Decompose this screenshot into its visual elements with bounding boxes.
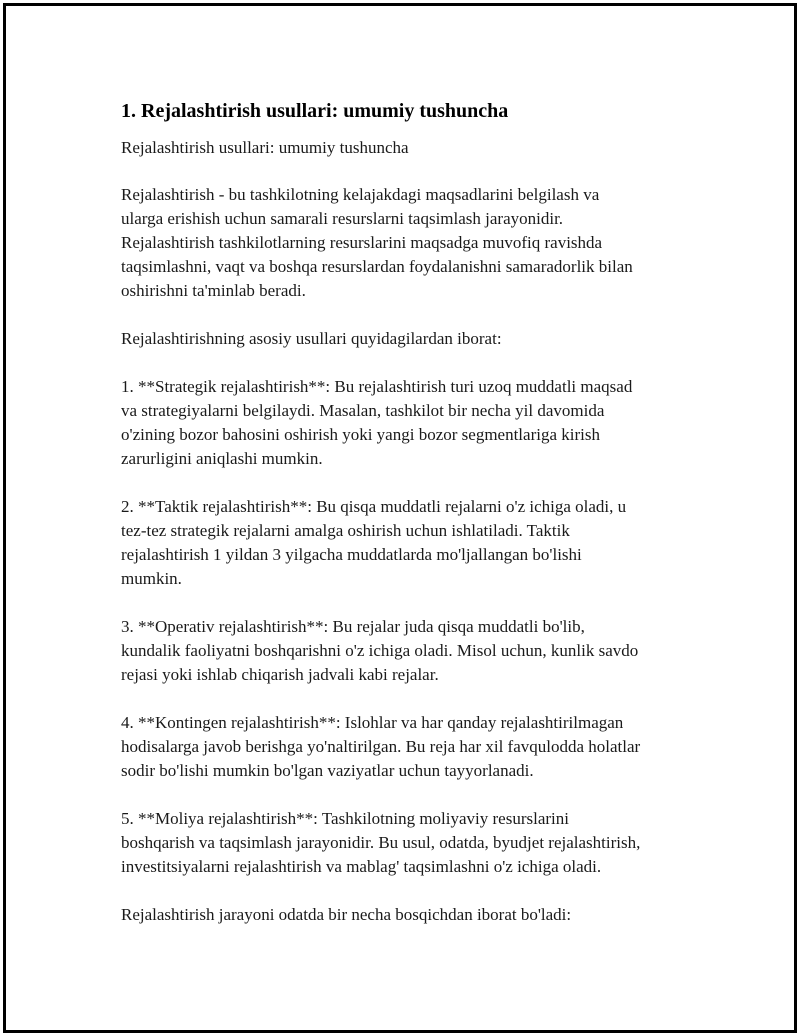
section-heading: 1. Rejalashtirish usullari: umumiy tushuncha: [121, 100, 509, 122]
paragraph-method-contingency: 4. **Kontingen rejalashtirish**: Islohlar va har qanday rejalashtirilmagan hodisalarga javob berishga yo'naltirilgan. Bu reja har xil favqulodda holatlar sodir bo'lishi mumkin bo'lgan vaziyatlar uchun tayyorlanadi.: [121, 713, 641, 780]
document-body: [121, 98, 701, 951]
paragraph-definition: Rejalashtirish - bu tashkilotning kelajakdagi maqsadlarini belgilash va ularga erishish uchun samarali resurslarni taqsimlash jarayonidir. Rejalashtirish tashkilotlarning resurslarini maqsadga muvofiq ravishda taqsimlashni, vaqt va boshqa resurslardan foydalanishni samaradorlik bilan oshirishni ta'minlab beradi.: [121, 185, 633, 300]
paragraph-method-operative: 3. **Operativ rejalashtirish**: Bu rejalar juda qisqa muddatli bo'lib, kundalik faoliyatni boshqarishni o'z ichiga oladi. Misol uchun, kunlik savdo rejasi yoki ishlab chiqarish jadvali kabi rejalar.: [121, 617, 639, 684]
paragraph-method-tactical: 2. **Taktik rejalashtirish**: Bu qisqa muddatli rejalarni o'z ichiga oladi, u tez-tez strategik rejalarni amalga oshirish uchun ishlatiladi. Taktik rejalashtirish 1 yildan 3 yilgacha muddatlarda mo'ljallangan bo'lishi mumkin.: [121, 497, 627, 588]
paragraph-subtitle: Rejalashtirish usullari: umumiy tushuncha: [121, 138, 409, 157]
document-page: [3, 3, 797, 1033]
paragraph-process-intro: Rejalashtirish jarayoni odatda bir necha bosqichdan iborat bo'ladi:: [121, 905, 572, 924]
paragraph-methods-intro: Rejalashtirishning asosiy usullari quyidagilardan iborat:: [121, 329, 502, 348]
paragraph-method-finance: 5. **Moliya rejalashtirish**: Tashkilotning moliyaviy resurslarini boshqarish va taqsimlash jarayonidir. Bu usul, odatda, byudjet rejalashtirish, investitsiyalarni rejalashtirish va mablag' taqsimlashni o'z ichiga oladi.: [121, 809, 641, 876]
paragraph-method-strategic: 1. **Strategik rejalashtirish**: Bu rejalashtirish turi uzoq muddatli maqsad va strategiyalarni belgilaydi. Masalan, tashkilot bir necha yil davomida o'zining bozor bahosini oshirish yoki yangi bozor segmentlariga kirish zarurligini aniqlashi mumkin.: [121, 377, 633, 468]
